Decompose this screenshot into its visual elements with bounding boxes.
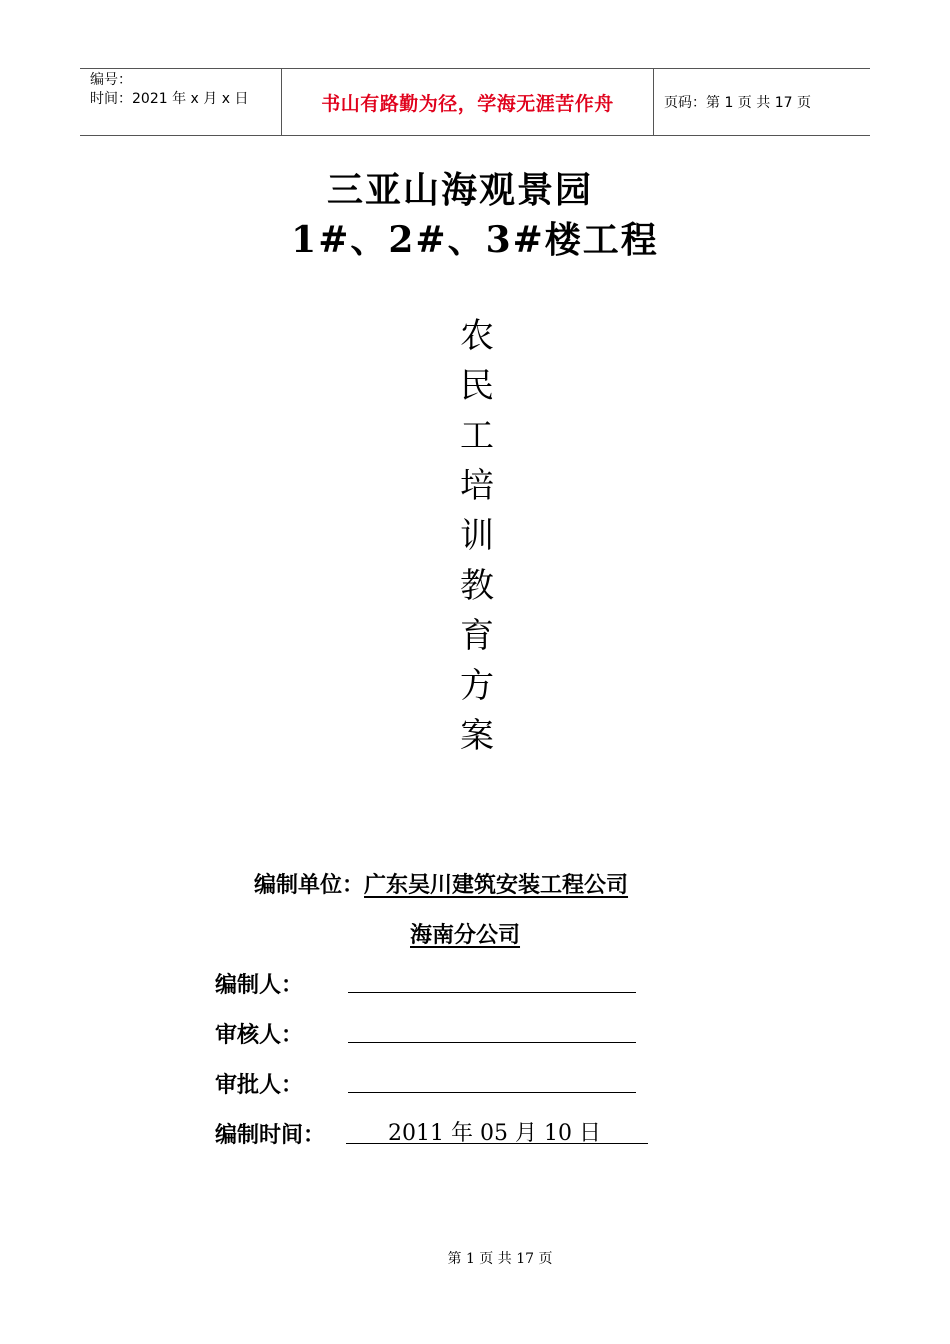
reviewer-label: 审核人： <box>215 1022 304 1048</box>
prepared-unit-label: 编制单位： <box>254 872 365 898</box>
page-header <box>80 68 870 136</box>
page-footer: 第 1 页 共 17 页 <box>447 1251 553 1267</box>
document-time: 时间：2021 年 x 月 x 日 <box>90 91 249 107</box>
date-label: 编制时间： <box>215 1122 326 1148</box>
document-number-label: 编号： <box>90 72 132 88</box>
vertical-char: 育 <box>460 616 494 656</box>
preparer-label: 编制人： <box>215 972 304 998</box>
prepared-unit-branch <box>410 918 520 949</box>
vertical-char: 教 <box>460 566 494 606</box>
vertical-char: 训 <box>460 516 494 556</box>
document-title-vertical <box>457 311 497 761</box>
vertical-char: 案 <box>460 716 494 756</box>
header-left-cell <box>80 69 281 135</box>
prepared-date: 2011 年 05 月 10 日 <box>346 1116 648 1144</box>
vertical-char: 工 <box>460 416 494 456</box>
prepared-unit-name: 广东吴川建筑安装工程公司 <box>364 872 629 898</box>
vertical-char: 方 <box>460 666 494 706</box>
reviewer-signature-line <box>348 1018 636 1043</box>
approver-signature-line <box>348 1068 636 1093</box>
vertical-char: 农 <box>460 316 494 356</box>
prepared-unit-branch-name: 海南分公司 <box>410 922 521 948</box>
vertical-char: 民 <box>460 366 494 406</box>
preparer-signature-line <box>348 968 636 993</box>
project-title-line1: 三亚山海观景园 <box>326 169 593 211</box>
header-page-info: 页码：第 1 页 共 17 页 <box>664 95 811 111</box>
approver-label: 审批人： <box>215 1072 304 1098</box>
header-motto: 书山有路勤为径，学海无涯苦作舟 <box>281 69 654 135</box>
project-title-line2: 1#、2#、3#楼工程 <box>291 219 659 261</box>
vertical-char: 培 <box>460 466 494 506</box>
prepared-unit <box>254 868 628 899</box>
